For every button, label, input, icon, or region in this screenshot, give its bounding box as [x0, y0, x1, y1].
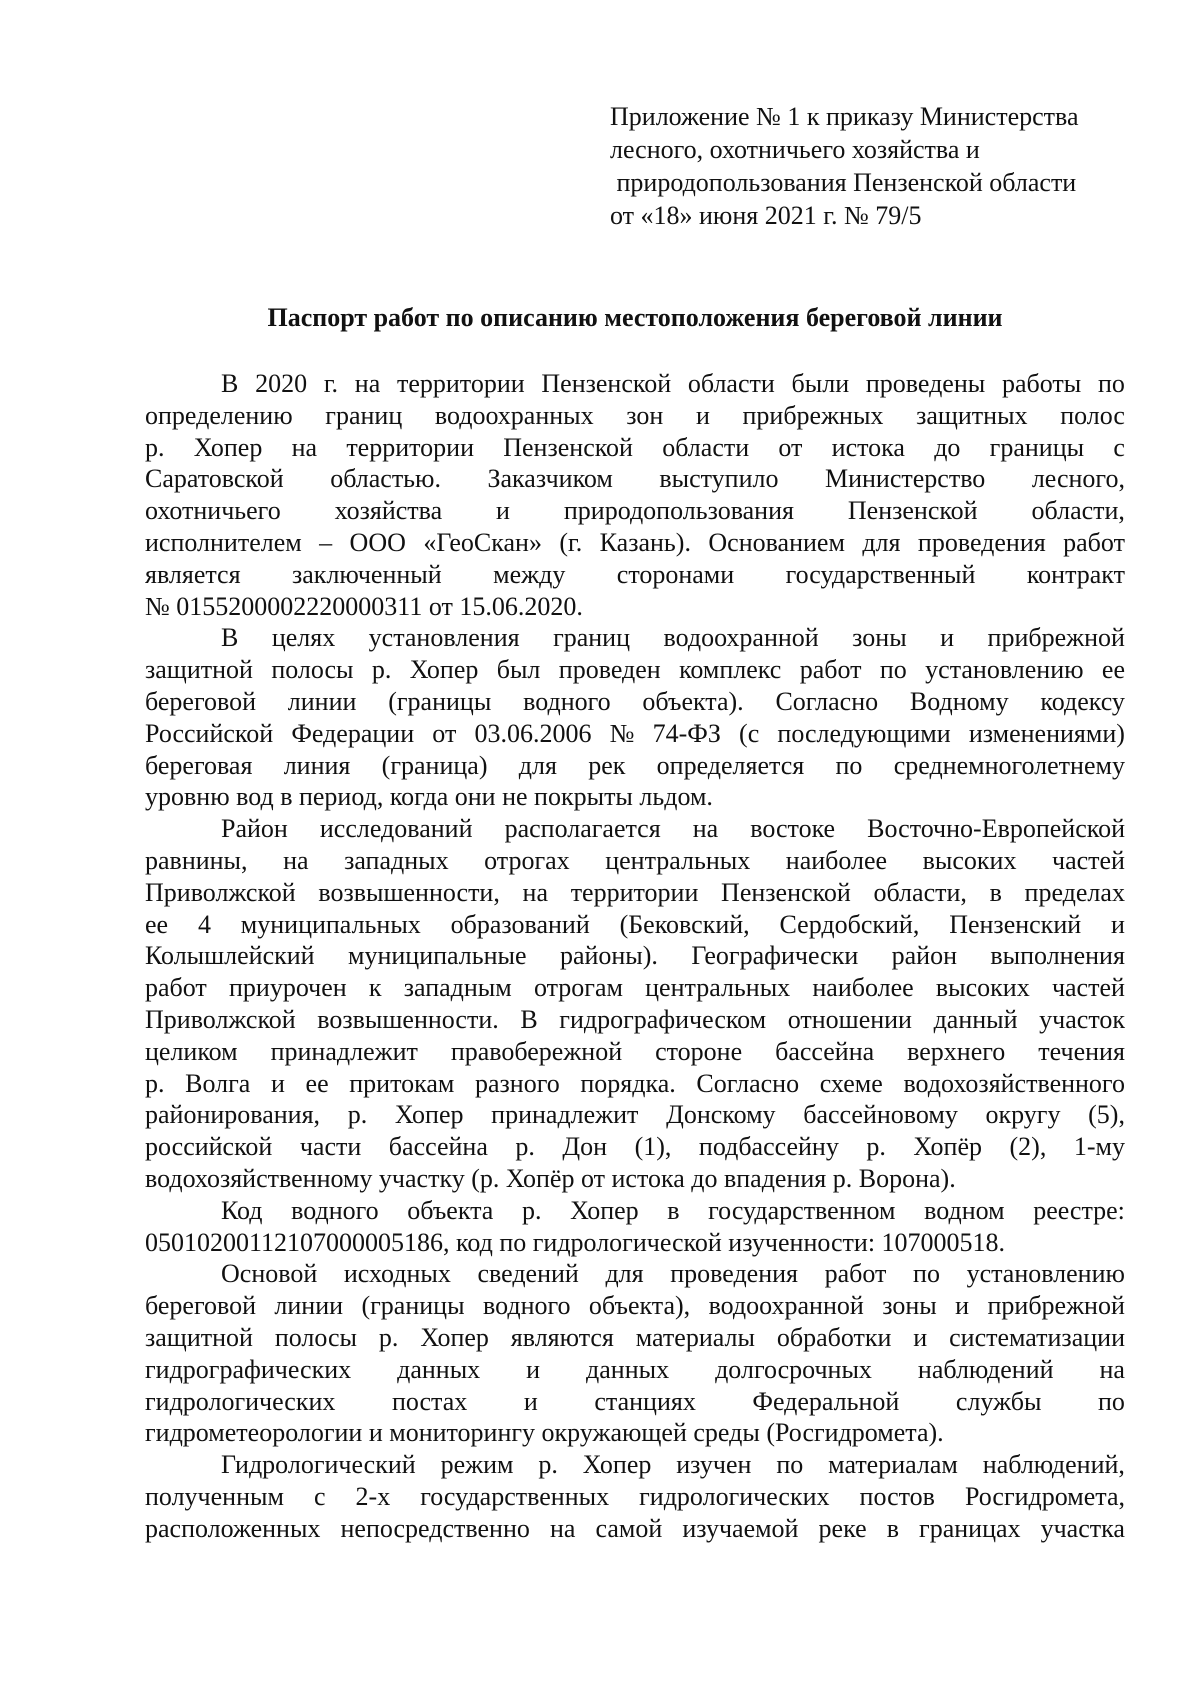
text-line: районирования, р. Хопер принадлежит Донскому бассейновому округу (5),: [145, 1100, 1125, 1130]
text-line: Основой исходных сведений для проведения работ по установлению: [221, 1259, 1125, 1289]
text-line: р. Хопер на территории Пензенской области от истока до границы с: [145, 432, 1125, 462]
paragraph-intro: [145, 368, 1125, 622]
text-line: береговой линии (границы водного объекта). Согласно Водному кодексу: [145, 686, 1125, 716]
text-line: исполнителем – ООО «ГеоСкан» (г. Казань). Основанием для проведения работ: [145, 527, 1125, 557]
text-line: В целях установления границ водоохранной зоны и прибрежной: [221, 623, 1125, 653]
text-line: охотничьего хозяйства и природопользования Пензенской области,: [145, 496, 1125, 526]
text-line: защитной полосы р. Хопер являются материалы обработки и систематизации: [145, 1322, 1125, 1352]
paragraph-code: [145, 1195, 1125, 1259]
text-line: Российской Федерации от 03.06.2006 № 74-ФЗ (с последующими изменениями): [145, 718, 1125, 748]
text-line: гидрографических данных и данных долгосрочных наблюдений на: [145, 1354, 1125, 1384]
text-line: работ приурочен к западным отрогам центральных наиболее высоких частей: [145, 973, 1125, 1003]
paragraph-sources: [145, 1258, 1125, 1449]
text-line: Колышлейский муниципальные районы). Географически район выполнения: [145, 941, 1125, 971]
text-line: гидрологических постах и станциях Федеральной службы по: [145, 1386, 1125, 1416]
text-line: № 0155200002220000311 от 15.06.2020.: [145, 591, 583, 621]
document-title: Паспорт работ по описанию местоположения береговой линии: [267, 303, 1003, 332]
text-line: уровню вод в период, когда они не покрыты льдом.: [145, 782, 713, 812]
text-line: определению границ водоохранных зон и прибрежных защитных полос: [145, 400, 1125, 430]
text-line: Район исследований располагается на востоке Восточно-Европейской: [221, 814, 1125, 844]
text-line: береговая линия (граница) для рек определяется по среднемноголетнему: [145, 750, 1125, 780]
text-line: Саратовской областью. Заказчиком выступило Министерство лесного,: [145, 464, 1125, 494]
paragraph-goals: [145, 622, 1125, 813]
text-line: Код водного объекта р. Хопер в государственном водном реестре:: [221, 1195, 1125, 1225]
text-line: гидрометеорологии и мониторингу окружающей среды (Росгидромета).: [145, 1418, 944, 1448]
text-line: 05010200112107000005186, код по гидрологической изученности: 107000518.: [145, 1227, 1006, 1257]
text-line: расположенных непосредственно на самой изучаемой реке в границах участка: [145, 1513, 1125, 1543]
text-line: р. Волга и ее притокам разного порядка. Согласно схеме водохозяйственного: [145, 1068, 1125, 1098]
text-line: Гидрологический режим р. Хопер изучен по материалам наблюдений,: [221, 1450, 1125, 1480]
text-line: Приволжской возвышенности. В гидрографическом отношении данный участок: [145, 1004, 1125, 1034]
appendix-line: Приложение № 1 к приказу Министерства: [610, 102, 1079, 131]
text-line: полученным с 2-х государственных гидрологических постов Росгидромета,: [145, 1481, 1125, 1511]
text-line: водохозяйственному участку (р. Хопёр от истока до впадения р. Ворона).: [145, 1163, 956, 1193]
document-body: [145, 368, 1125, 1544]
text-line: является заключенный между сторонами государственный контракт: [145, 559, 1125, 589]
text-line: целиком принадлежит правобережной стороне бассейна верхнего течения: [145, 1036, 1125, 1066]
text-line: Приволжской возвышенности, на территории Пензенской области, в пределах: [145, 877, 1125, 907]
text-line: равнины, на западных отрогах центральных наиболее высоких частей: [145, 845, 1125, 875]
paragraph-region: [145, 813, 1125, 1195]
appendix-line: от «18» июня 2021 г. № 79/5: [610, 201, 922, 230]
text-line: В 2020 г. на территории Пензенской области были проведены работы по: [221, 369, 1125, 398]
appendix-header: [610, 100, 1130, 232]
appendix-line: лесного, охотничьего хозяйства и: [610, 135, 980, 164]
text-line: ее 4 муниципальных образований (Бековский, Сердобский, Пензенский и: [145, 909, 1125, 939]
paragraph-hydrology: [145, 1449, 1125, 1544]
appendix-line: природопользования Пензенской области: [610, 168, 1077, 197]
text-line: российской части бассейна р. Дон (1), подбассейну р. Хопёр (2), 1-му: [145, 1132, 1125, 1162]
text-line: защитной полосы р. Хопер был проведен комплекс работ по установлению ее: [145, 655, 1125, 685]
text-line: береговой линии (границы водного объекта), водоохранной зоны и прибрежной: [145, 1291, 1125, 1321]
